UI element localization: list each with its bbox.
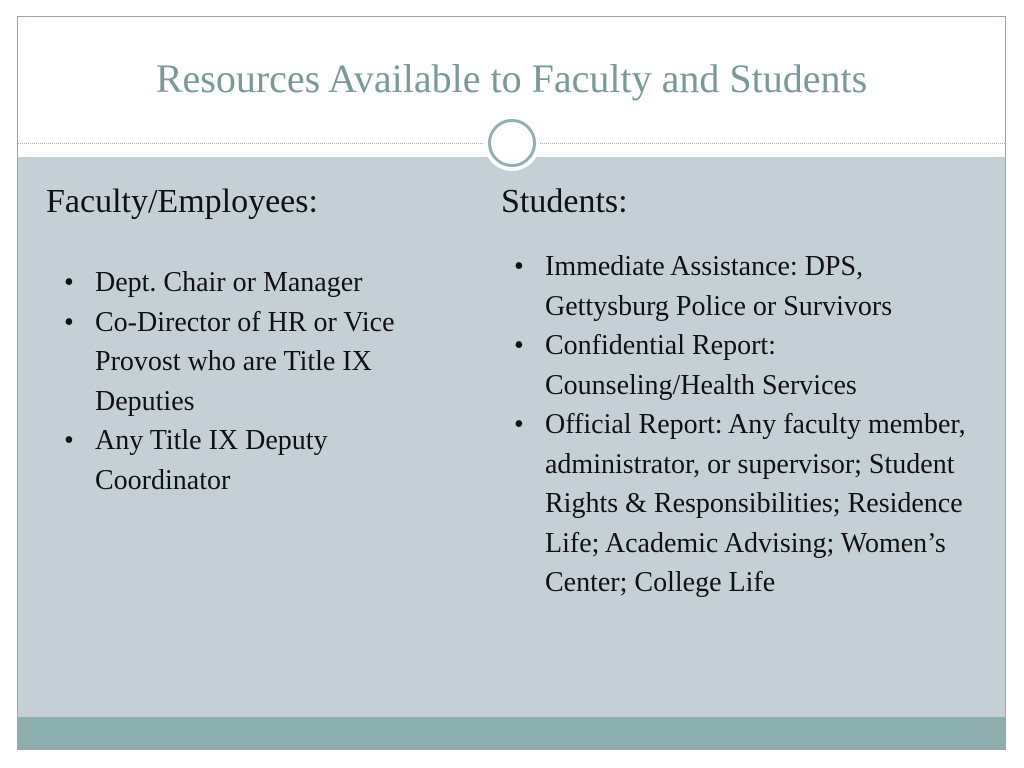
bullet-icon: • (514, 251, 524, 282)
list-item-text: Co-Director of HR or Vice Provost who are Title IX Deputies (95, 306, 395, 417)
list-item-text: Immediate Assistance: DPS, Gettysburg Police or Survivors (545, 251, 893, 322)
faculty-resource-list (58, 263, 458, 500)
list-item-text: Any Title IX Deputy Coordinator (95, 425, 328, 496)
list-item-text: Dept. Chair or Manager (95, 267, 363, 298)
list-item (58, 263, 458, 303)
slide-title: Resources Available to Faculty and Students (155, 56, 868, 101)
list-item (58, 421, 458, 500)
footer-band (18, 717, 1005, 750)
list-item (508, 326, 988, 405)
circle-ornament-icon (488, 119, 536, 167)
students-heading: Students: (501, 183, 628, 220)
faculty-heading: Faculty/Employees: (46, 183, 318, 220)
list-item (508, 247, 988, 326)
student-resource-list (508, 247, 988, 603)
bullet-icon: • (64, 267, 74, 298)
list-item-text: Confidential Report: Counseling/Health Services (545, 330, 857, 401)
bullet-icon: • (64, 425, 74, 456)
list-item (58, 303, 458, 422)
slide (17, 16, 1006, 750)
list-item (508, 405, 988, 603)
list-item-text: Official Report: Any faculty member, administrator, or supervisor; Student Rights & Responsibilities; Residence Life; Academic Advising; Women’s Center; College Life (545, 409, 966, 598)
bullet-icon: • (514, 330, 524, 361)
bullet-icon: • (514, 409, 524, 440)
bullet-icon: • (64, 306, 74, 338)
